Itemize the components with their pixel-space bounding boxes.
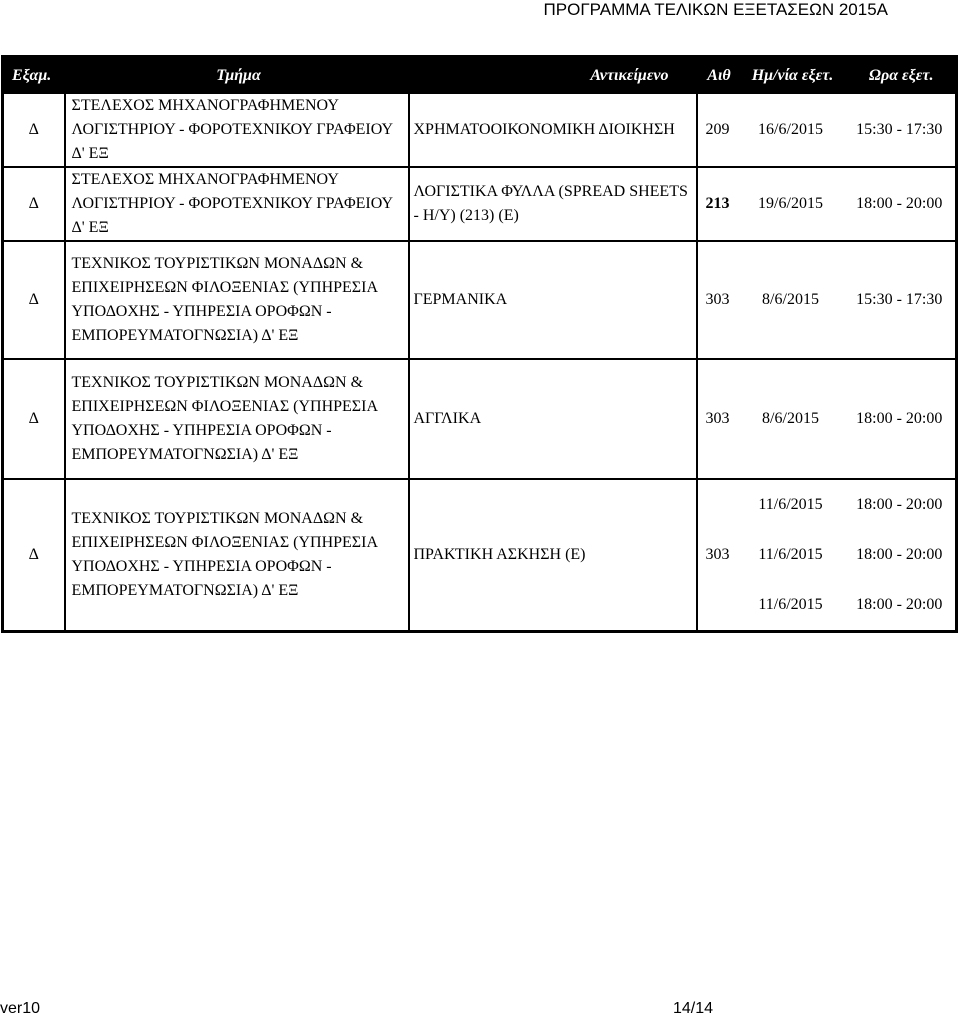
slot-time: 18:00 - 20:00 (856, 596, 943, 613)
cell-date: 8/6/2015 (738, 241, 844, 359)
cell-subject: ΑΓΓΛΙΚΑ (409, 359, 697, 479)
cell-date: 16/6/2015 (738, 94, 844, 167)
table-row (3, 94, 957, 167)
col-header-exam: Εξαμ. (3, 57, 65, 95)
cell-subject: ΛΟΓΙΣΤΙΚΑ ΦΥΛΛΑ (SPREAD SHEETS - Η/Υ) (213) (Ε) (409, 167, 697, 241)
cell-dept: ΣΤΕΛΕΧΟΣ ΜΗΧΑΝΟΓΡΑΦΗΜΕΝΟΥ ΛΟΓΙΣΤΗΡΙΟΥ - ΦΟΡΟΤΕΧΝΙΚΟΥ ΓΡΑΦΕΙΟΥ Δ' ΕΞ (65, 167, 409, 241)
slot-time: 18:00 - 20:00 (856, 546, 943, 563)
col-header-dept: Τμήμα (65, 57, 409, 95)
table-row (3, 359, 957, 479)
cell-date: 8/6/2015 (738, 359, 844, 479)
cell-dept: ΤΕΧΝΙΚΟΣ ΤΟΥΡΙΣΤΙΚΩΝ ΜΟΝΑΔΩΝ & ΕΠΙΧΕΙΡΗΣΕΩΝ ΦΙΛΟΞΕΝΙΑΣ (ΥΠΗΡΕΣΙΑ ΥΠΟΔΟΧΗΣ - ΥΠΗΡΕΣΙΑ ΟΡΟΦΩΝ - ΕΜΠΟΡΕΥΜΑΤΟΓΝΩΣΙΑ) Δ' ΕΞ (65, 359, 409, 479)
table-row (3, 479, 957, 632)
cell-exam: Δ (3, 359, 65, 479)
page-header-title: ΠΡΟΓΡΑΜΜΑ ΤΕΛΙΚΩΝ ΕΞΕΤΑΣΕΩΝ 2015Α (543, 0, 888, 19)
cell-room: 303 (697, 479, 738, 632)
col-header-room: Αιθ (697, 57, 738, 95)
cell-room: 303 (697, 241, 738, 359)
cell-time: 15:30 - 17:30 (844, 241, 957, 359)
page-number: 14/14 (673, 1000, 714, 1017)
cell-exam: Δ (3, 94, 65, 167)
slot-date: 11/6/2015 (758, 496, 823, 513)
cell-time: 15:30 - 17:30 (844, 94, 957, 167)
cell-exam: Δ (3, 241, 65, 359)
version-label: ver10 (0, 1000, 41, 1017)
table-row (3, 167, 957, 241)
col-header-time: Ωρα εξετ. (844, 57, 957, 95)
slot-date: 11/6/2015 (758, 546, 823, 563)
cell-room: 209 (697, 94, 738, 167)
cell-room: 213 (697, 167, 738, 241)
exam-schedule-table (1, 55, 958, 633)
cell-subject: ΓΕΡΜΑΝΙΚΑ (409, 241, 697, 359)
cell-room: 303 (697, 359, 738, 479)
slot-date: 11/6/2015 (758, 596, 823, 613)
cell-time: 18:00 - 20:00 (844, 359, 957, 479)
cell-dept: ΤΕΧΝΙΚΟΣ ΤΟΥΡΙΣΤΙΚΩΝ ΜΟΝΑΔΩΝ & ΕΠΙΧΕΙΡΗΣΕΩΝ ΦΙΛΟΞΕΝΙΑΣ (ΥΠΗΡΕΣΙΑ ΥΠΟΔΟΧΗΣ - ΥΠΗΡΕΣΙΑ ΟΡΟΦΩΝ - ΕΜΠΟΡΕΥΜΑΤΟΓΝΩΣΙΑ) Δ' ΕΞ (65, 241, 409, 359)
cell-subject: ΠΡΑΚΤΙΚΗ ΑΣΚΗΣΗ (Ε) (409, 479, 697, 632)
cell-time: 18:00 - 20:00 (844, 167, 957, 241)
cell-dept: ΣΤΕΛΕΧΟΣ ΜΗΧΑΝΟΓΡΑΦΗΜΕΝΟΥ ΛΟΓΙΣΤΗΡΙΟΥ - ΦΟΡΟΤΕΧΝΙΚΟΥ ΓΡΑΦΕΙΟΥ Δ' ΕΞ (65, 94, 409, 167)
cell-subject: ΧΡΗΜΑΤΟΟΙΚΟΝΟΜΙΚΗ ΔΙΟΙΚΗΣΗ (409, 94, 697, 167)
table-header-row (3, 57, 957, 95)
col-header-date: Ημ/νία εξετ. (738, 57, 844, 95)
cell-date: 19/6/2015 (738, 167, 844, 241)
cell-dept: ΤΕΧΝΙΚΟΣ ΤΟΥΡΙΣΤΙΚΩΝ ΜΟΝΑΔΩΝ & ΕΠΙΧΕΙΡΗΣΕΩΝ ΦΙΛΟΞΕΝΙΑΣ (ΥΠΗΡΕΣΙΑ ΥΠΟΔΟΧΗΣ - ΥΠΗΡΕΣΙΑ ΟΡΟΦΩΝ - ΕΜΠΟΡΕΥΜΑΤΟΓΝΩΣΙΑ) Δ' ΕΞ (65, 479, 409, 632)
cell-time-group (844, 479, 957, 632)
cell-exam: Δ (3, 167, 65, 241)
cell-date-group (738, 479, 844, 632)
cell-exam: Δ (3, 479, 65, 632)
slot-time: 18:00 - 20:00 (856, 496, 943, 513)
table-row (3, 241, 957, 359)
col-header-subject: Αντικείμενο (409, 57, 697, 95)
